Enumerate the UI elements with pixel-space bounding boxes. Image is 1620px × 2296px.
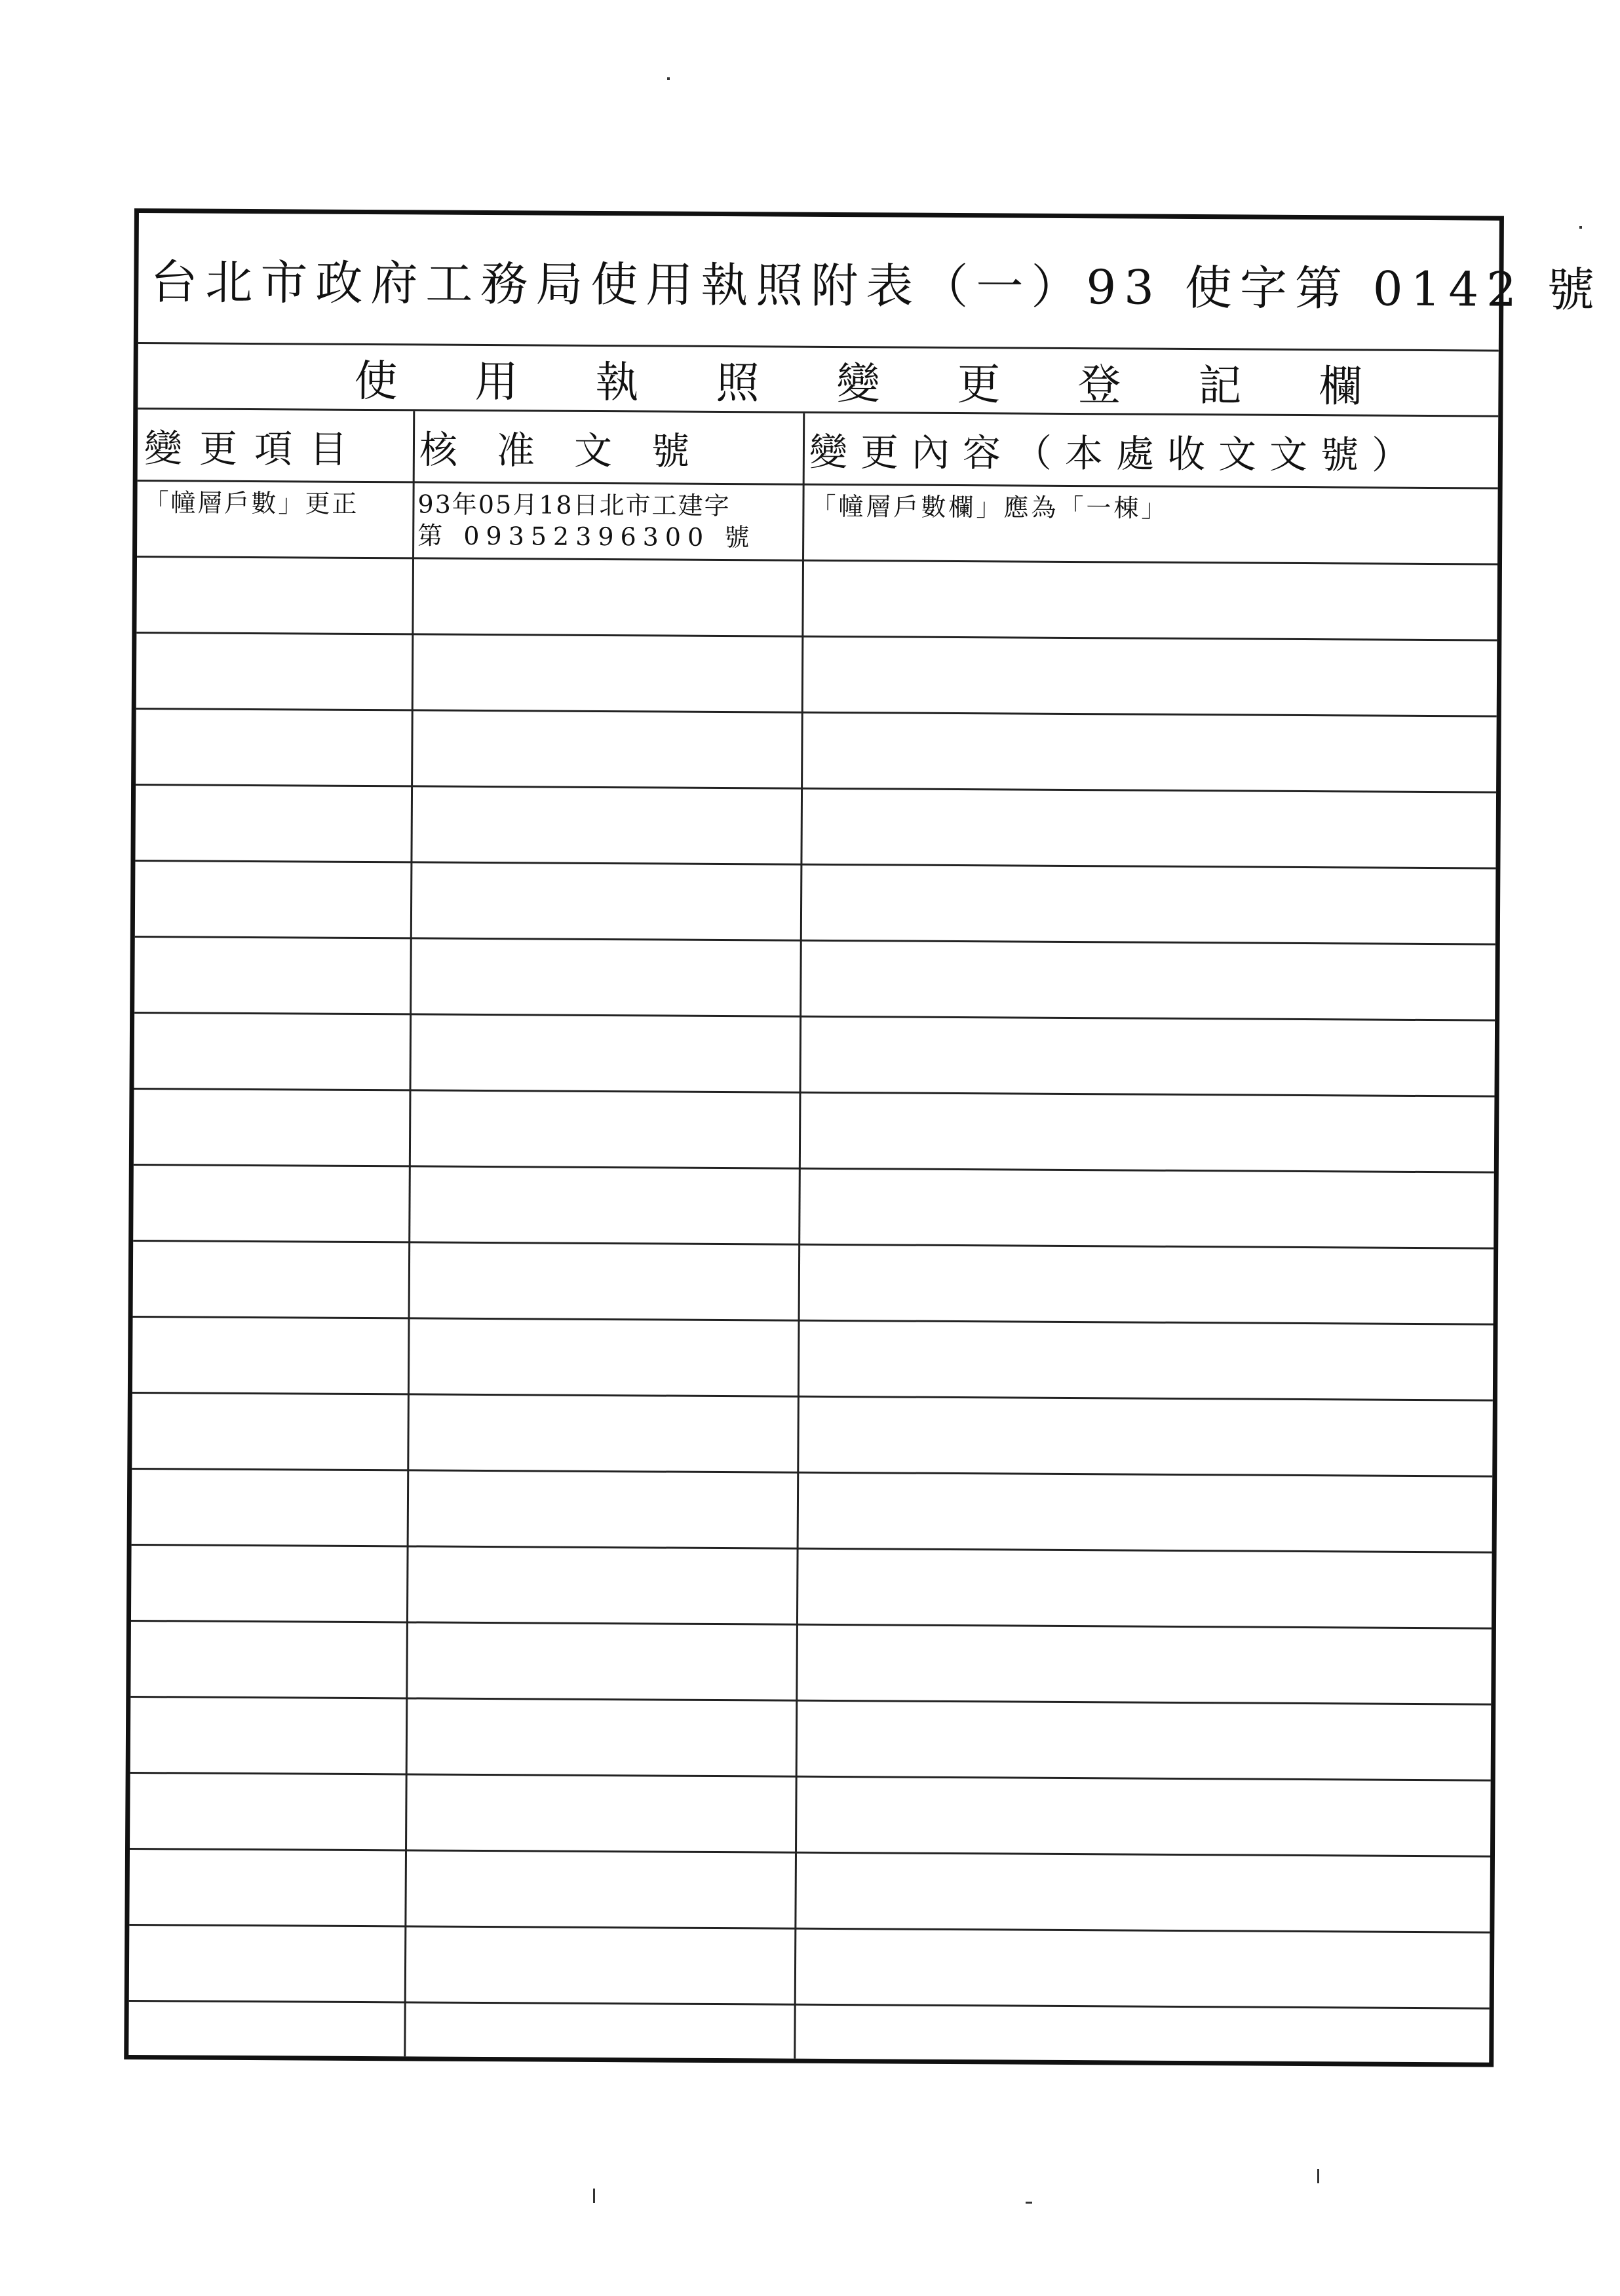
header-change-content: 變更內容（本處收文文號）	[809, 429, 1423, 478]
table-row	[134, 1090, 1495, 1174]
cell-approval-number	[417, 488, 800, 553]
table-row	[130, 1774, 1491, 1858]
scan-speck	[593, 2189, 595, 2203]
form-title: 台北市政府工務局使用執照附表（一）93 使字第 0142 號	[150, 254, 1603, 318]
table-row	[136, 558, 1497, 641]
approval-line-1: 93年05月18日北市工建字	[417, 489, 731, 521]
table-row	[130, 1698, 1492, 1782]
table-row	[135, 786, 1496, 870]
scan-speck	[1579, 226, 1582, 229]
table-row	[131, 1546, 1492, 1630]
table-row	[133, 1166, 1494, 1250]
table-row	[132, 1470, 1493, 1554]
scan-speck	[1026, 2202, 1032, 2204]
table-row	[137, 482, 1498, 565]
license-change-register-form	[124, 208, 1603, 2067]
form-subtitle-row	[138, 344, 1499, 417]
table-row	[132, 1394, 1493, 1478]
header-change-item: 變更項目	[144, 425, 365, 472]
form-title-row	[138, 213, 1603, 352]
table-row	[129, 1926, 1490, 2010]
approval-line-2: 第 09352396300 號	[417, 521, 756, 552]
header-approval-number: 核准文號	[419, 427, 729, 474]
table-header-row	[138, 410, 1499, 489]
table-row	[134, 1014, 1495, 1098]
cell-change-content: 「幢層戶數欄」應為「一棟」	[811, 491, 1169, 523]
table-row	[134, 938, 1495, 1022]
form-subtitle: 使用執照變更登記欄	[354, 355, 1440, 413]
table-row	[130, 1622, 1492, 1706]
table-row	[136, 710, 1497, 794]
table-row	[136, 634, 1497, 718]
table-row	[132, 1318, 1494, 1402]
scan-speck	[667, 77, 670, 80]
cell-change-item: 「幢層戶數」更正	[144, 488, 359, 518]
table-row	[129, 1850, 1490, 1934]
table-row	[133, 1242, 1494, 1326]
table-row	[135, 862, 1496, 946]
scan-speck	[1317, 2169, 1319, 2183]
